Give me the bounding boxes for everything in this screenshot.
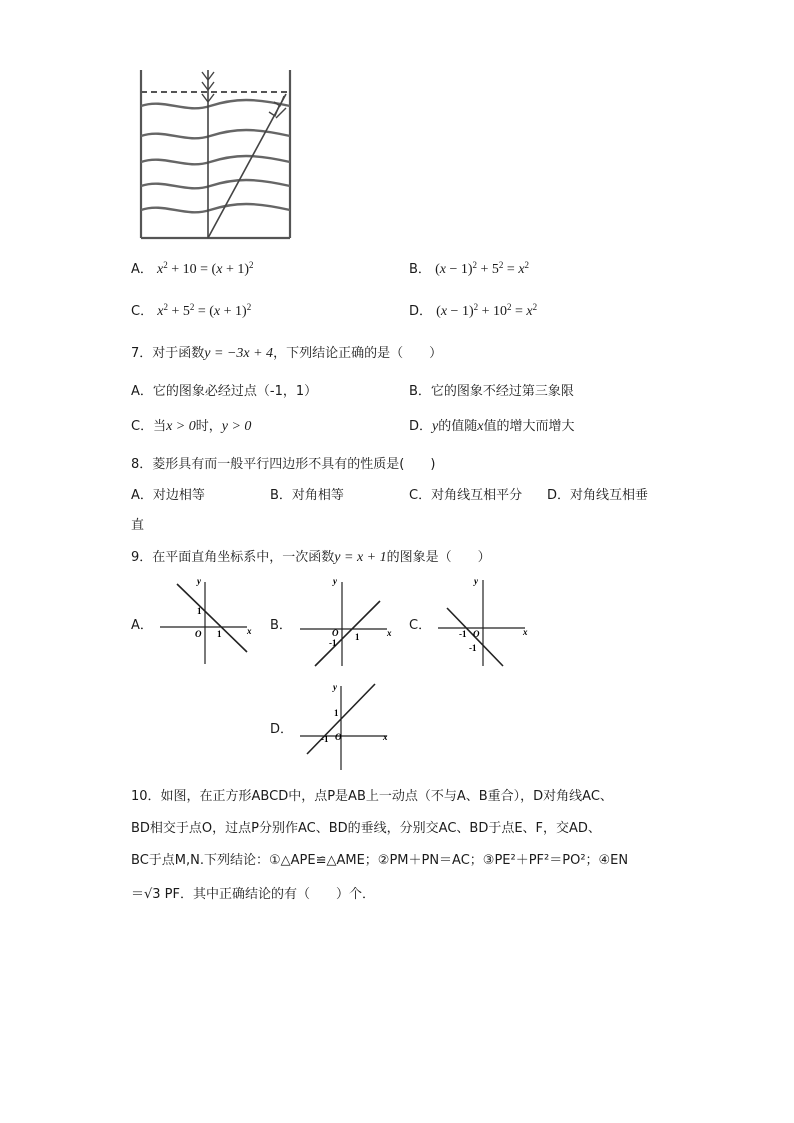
- q10-line-4: ＝√3 PF．其中正确结论的有（ ）个．: [131, 887, 376, 902]
- q7-option-a: A．它的图象必经过点（-1，1）: [131, 384, 318, 399]
- q9-graph-a: [155, 574, 255, 669]
- q8-option-a: A．对边相等: [131, 488, 205, 503]
- q9-stem-prefix: 9．在平面直角坐标系中，一次函数: [131, 550, 335, 565]
- q9-option-a-letter: A．: [131, 618, 153, 633]
- q9-graph-a-x-tick: 1: [217, 629, 222, 639]
- q9-graph-d-x-tick: -1: [321, 734, 329, 744]
- q9-graph-b-origin: O: [332, 628, 339, 638]
- q10-line-1: 10．如图，在正方形ABCD中，点P是AB上一动点（不与A、B重合），D对角线AC、: [131, 789, 613, 804]
- q7-option-d-x: x: [477, 419, 484, 434]
- q9-graph-a-origin: O: [195, 629, 202, 639]
- q6-option-c-letter: C．: [131, 304, 154, 319]
- q9-graph-c-x-tick: -1: [459, 629, 467, 639]
- q9-graph-b-y-tick: -1: [329, 638, 337, 648]
- q6-option-b-letter: B．: [409, 262, 431, 277]
- q9-stem: [131, 546, 491, 566]
- q9-graph-b: [295, 574, 395, 669]
- q8-option-c: C．对角线互相平分: [409, 488, 523, 503]
- q6-option-a: [131, 258, 254, 278]
- q9-function: y = x + 1: [334, 550, 387, 565]
- q9-graph-d-y-label: y: [333, 682, 337, 692]
- q10-line-2: BD相交于点O，过点P分别作AC、BD的垂线，分别交AC、BD于点E、F，交AD、: [131, 821, 601, 836]
- q8-stem: 8．菱形具有而一般平行四边形不具有的性质是( ): [131, 457, 436, 472]
- q9-graph-a-y-label: y: [197, 576, 201, 586]
- q8-option-b: B．对角相等: [270, 488, 344, 503]
- q9-graph-b-x-tick: 1: [355, 632, 360, 642]
- q7-function: y = −3x + 4: [204, 346, 274, 361]
- q9-option-d-letter: D．: [270, 722, 294, 737]
- q9-graph-c-y-label: y: [474, 576, 478, 586]
- q9-graph-b-x-label: x: [387, 628, 392, 638]
- q7-option-c: [131, 415, 251, 435]
- q6-option-a-letter: A．: [131, 262, 153, 277]
- q6-option-b: [409, 258, 529, 278]
- q6-option-b-expr: $(x - 1)^2 + 5^2 = x^2$: [435, 260, 530, 277]
- q7-option-b: B．它的图象不经过第三象限: [409, 384, 574, 399]
- q9-graph-c-x-label: x: [523, 627, 528, 637]
- q8-overflow: 直: [131, 518, 145, 533]
- q9-graph-a-x-label: x: [247, 626, 252, 636]
- q7-stem-suffix: ，下列结论正确的是（ ）: [273, 346, 443, 361]
- q6-option-a-expr: $x^2 + 10 = (x + 1)^2$: [157, 260, 254, 277]
- q8-option-d: D．对角线互相垂: [547, 488, 649, 503]
- q7-stem-prefix: 7．对于函数: [131, 346, 205, 361]
- q6-option-d-letter: D．: [409, 304, 433, 319]
- q7-option-c-cond: x > 0: [166, 419, 196, 434]
- q6-option-c: [131, 300, 251, 320]
- q7-option-c-mid: 时，: [195, 419, 222, 434]
- q7-option-d-suffix: 值的增大而增大: [483, 419, 575, 434]
- q9-option-b-letter: B．: [270, 618, 292, 633]
- q9-graph-c-origin: O: [473, 629, 480, 639]
- q9-graph-d: [295, 678, 395, 773]
- q7-option-c-res: y > 0: [221, 419, 252, 434]
- q9-graph-b-y-label: y: [333, 576, 337, 586]
- q9-graph-d-origin: O: [335, 732, 342, 742]
- q6-option-d-expr: $(x - 1)^2 + 10^2 = x^2$: [436, 302, 538, 319]
- q7-option-d-mid: 的值随: [438, 419, 478, 434]
- q6-option-c-expr: $x^2 + 5^2 = (x + 1)^2$: [157, 302, 252, 319]
- q9-stem-suffix: 的图象是（ ）: [386, 550, 491, 565]
- q7-stem: [131, 342, 442, 362]
- q7-option-d-y: y: [432, 419, 439, 434]
- q7-option-d: [409, 415, 574, 435]
- q9-graph-c-y-tick: -1: [469, 643, 477, 653]
- q9-graph-d-y-tick: 1: [334, 708, 339, 718]
- q6-option-d: [409, 300, 537, 320]
- q7-option-c-prefix: C．当: [131, 419, 167, 434]
- q10-line-3: BC于点M,N.下列结论：①△APE≌△AME；②PM＋PN＝AC；③PE²＋PF²＝PO²；④EN: [131, 853, 629, 868]
- water-tank-figure: [130, 62, 300, 247]
- q9-option-c-letter: C．: [409, 618, 432, 633]
- q9-graph-c: [433, 574, 533, 669]
- q9-graph-a-y-tick: 1: [197, 606, 202, 616]
- q9-graph-d-x-label: x: [383, 732, 388, 742]
- q7-option-d-prefix: D．: [409, 419, 433, 434]
